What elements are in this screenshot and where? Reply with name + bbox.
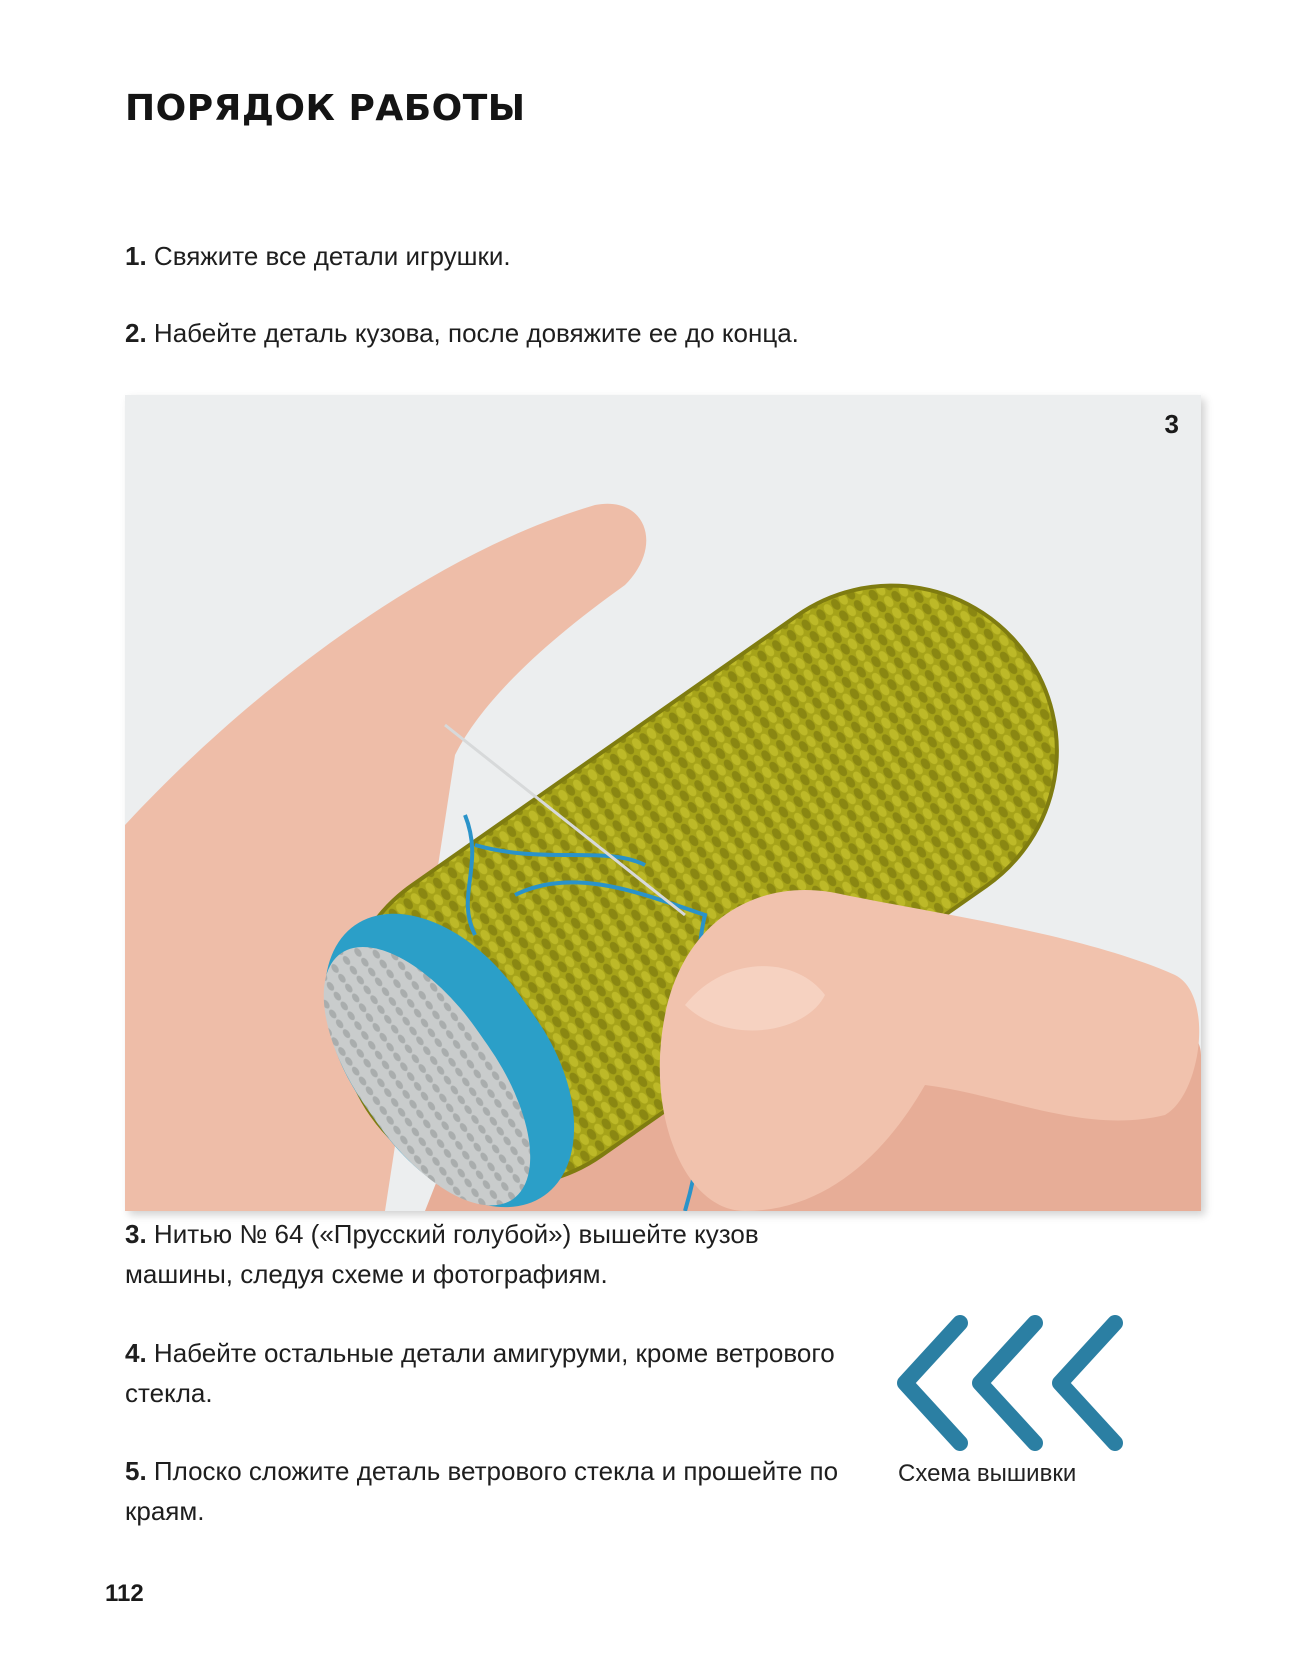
step-1 <box>125 236 511 276</box>
scheme-caption: Схема вышивки <box>898 1460 1077 1487</box>
step-number: 3. <box>125 1219 147 1249</box>
crochet-photo <box>125 395 1201 1211</box>
chevron-left-icon <box>1060 1323 1115 1443</box>
step-text: Набейте деталь кузова, после довяжите ее до конца. <box>153 318 799 348</box>
step-number: 5. <box>125 1456 147 1486</box>
page-number: 112 <box>105 1580 144 1607</box>
step-text: Свяжите все детали игрушки. <box>153 241 511 271</box>
step-3 <box>125 1214 845 1294</box>
step-text: Плоско сложите деталь ветрового стекла и прошейте по краям. <box>125 1456 839 1526</box>
step-text: Набейте остальные детали амигуруми, кроме ветрового стекла. <box>125 1338 835 1408</box>
step-4 <box>125 1333 845 1413</box>
step-2 <box>125 313 799 353</box>
chevron-left-icon <box>905 1323 960 1443</box>
step-number: 4. <box>125 1338 147 1368</box>
embroidery-scheme-chevrons-icon <box>890 1313 1140 1453</box>
step-text: Нитью № 64 («Прусский голубой») вышейте кузов машины, следуя схеме и фотографиям. <box>125 1219 759 1289</box>
step-5 <box>125 1451 845 1531</box>
chevron-left-icon <box>980 1323 1035 1443</box>
page-title: ПОРЯДОК РАБОТЫ <box>125 88 526 129</box>
step-number: 1. <box>125 241 147 271</box>
photo-step-label: 3 <box>1164 409 1179 439</box>
step-number: 2. <box>125 318 147 348</box>
